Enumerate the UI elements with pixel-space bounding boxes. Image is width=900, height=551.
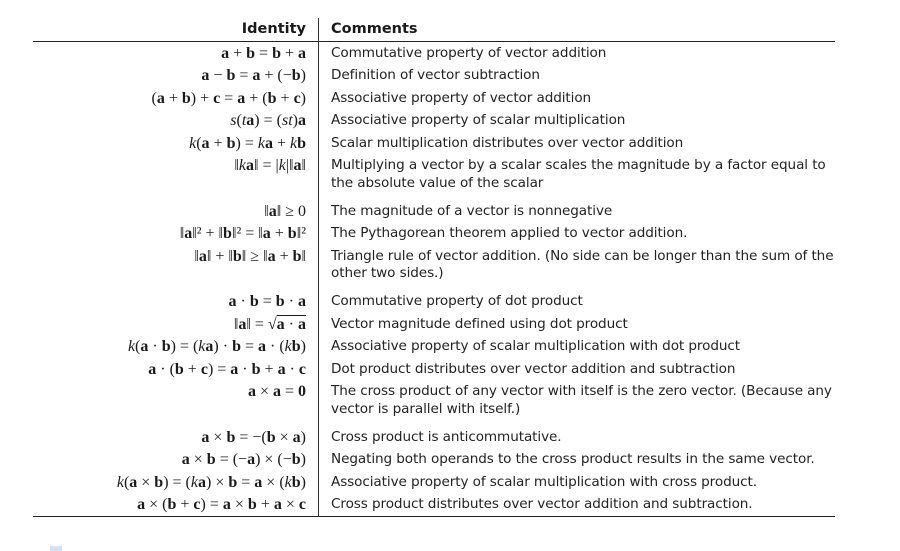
table-header-row	[33, 18, 835, 42]
vector-identities-table-container	[33, 18, 835, 517]
table-row	[33, 42, 835, 65]
identity-comment: Multiplying a vector by a scalar scales the magnitude by a factor equal to the absolute value of the scalar	[331, 157, 826, 191]
table-row	[33, 245, 835, 291]
table-row	[33, 494, 835, 517]
identity-comment: Triangle rule of vector addition. (No side can be longer than the sum of the other two sides.)	[331, 247, 834, 281]
identity-formula: a − b = a + (−b)	[33, 65, 319, 88]
identity-formula: k(a · b) = (ka) · b = a · (kb)	[33, 336, 319, 359]
identity-comment: Definition of vector subtraction	[331, 67, 540, 83]
identity-formula: a × (b + c) = a × b + a × c	[33, 494, 319, 517]
identity-formula: ‖a‖ = √a · a	[33, 313, 319, 336]
identity-formula: ‖a‖ + ‖b‖ ≥ ‖a + b‖	[33, 245, 319, 291]
identity-formula: ‖a‖² + ‖b‖² = ‖a + b‖²	[33, 223, 319, 246]
table-row	[33, 65, 835, 88]
table-row	[33, 313, 835, 336]
table-row	[33, 336, 835, 359]
identity-comment: Dot product distributes over vector addition and subtraction	[331, 360, 736, 377]
identity-formula: a × b = −(b × a)	[33, 426, 319, 449]
identity-formula: ‖ka‖ = |k|‖a‖	[33, 155, 319, 201]
identity-formula: k(a × b) = (ka) × b = a × (kb)	[33, 471, 319, 494]
identity-comment: The magnitude of a vector is nonnegative	[331, 202, 613, 219]
table-row	[33, 87, 835, 110]
table-row	[33, 110, 835, 133]
identity-comment: Scalar multiplication distributes over vector addition	[331, 134, 684, 151]
table-row	[33, 426, 835, 449]
identity-comment: Associative property of scalar multiplication with cross product.	[331, 473, 757, 490]
identity-comment: Negating both operands to the cross product results in the same vector.	[331, 451, 815, 467]
identity-formula: a · b = b · a	[33, 291, 319, 314]
table-row	[33, 381, 835, 427]
header-identity: Identity	[33, 18, 319, 42]
table-row	[33, 200, 835, 223]
identity-formula: a · (b + c) = a · b + a · c	[33, 358, 319, 381]
vector-identities-table	[33, 18, 835, 517]
identity-comment: The cross product of any vector with itself is the zero vector. (Because any vector is parallel with itself.)	[331, 383, 832, 417]
identity-formula: a × a = 0	[33, 381, 319, 427]
identity-comment: Cross product is anticommutative.	[331, 428, 562, 445]
identity-comment: Commutative property of vector addition	[331, 44, 607, 61]
page-footer-mark	[50, 546, 62, 551]
identity-formula: ‖a‖ ≥ 0	[33, 200, 319, 223]
identity-formula: a + b = b + a	[33, 42, 319, 65]
table-row	[33, 291, 835, 314]
identity-comment: The Pythagorean theorem applied to vector addition.	[331, 225, 688, 241]
identity-comment: Associative property of scalar multiplication with dot product	[331, 338, 740, 354]
table-row	[33, 223, 835, 246]
identity-formula: a × b = (−a) × (−b)	[33, 449, 319, 472]
identity-formula: (a + b) + c = a + (b + c)	[33, 87, 319, 110]
identity-comment: Vector magnitude defined using dot product	[331, 315, 628, 332]
identity-comment: Cross product distributes over vector addition and subtraction.	[331, 496, 753, 512]
table-row	[33, 471, 835, 494]
identity-comment: Commutative property of dot product	[331, 293, 583, 309]
identity-formula: k(a + b) = ka + kb	[33, 132, 319, 155]
table-body	[33, 42, 835, 517]
identity-comment: Associative property of scalar multiplication	[331, 112, 626, 128]
table-row	[33, 155, 835, 201]
identity-comment: Associative property of vector addition	[331, 89, 592, 106]
table-row	[33, 358, 835, 381]
table-row	[33, 449, 835, 472]
table-row	[33, 132, 835, 155]
identity-formula: s(ta) = (st)a	[33, 110, 319, 133]
header-comments: Comments	[331, 21, 418, 37]
